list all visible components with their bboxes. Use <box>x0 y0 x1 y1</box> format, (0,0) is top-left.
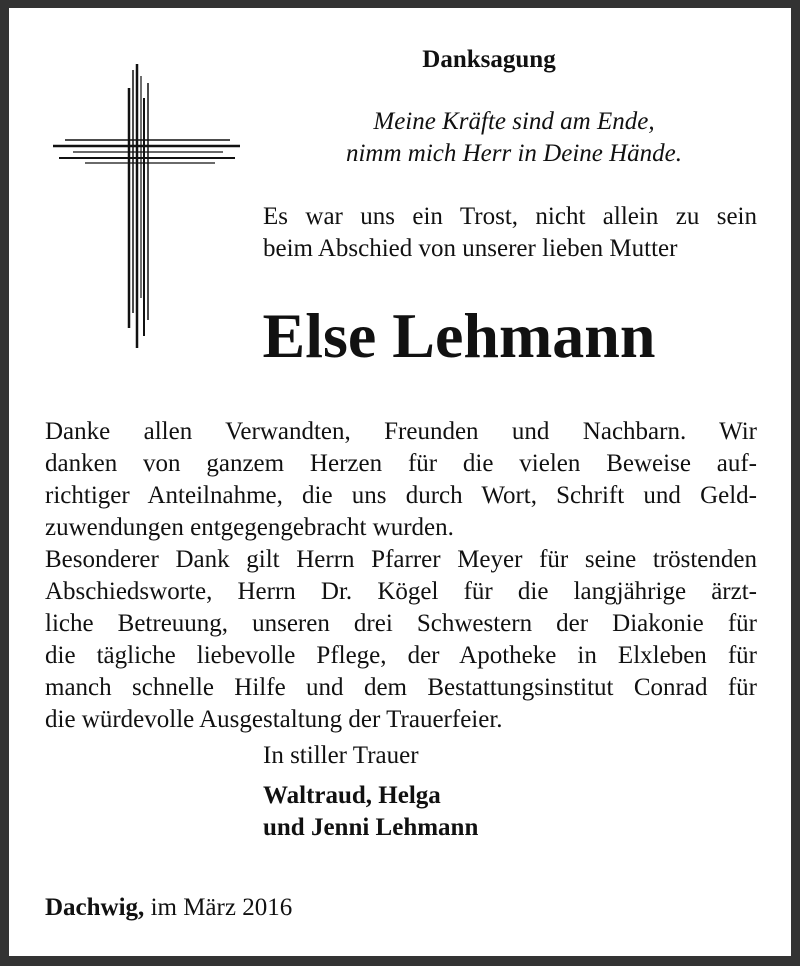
thanks-line: Besonderer Dank gilt Herrn Pfarrer Meyer für seine tröstenden <box>45 546 757 573</box>
thanks-line: die würdevolle Ausgestaltung der Trauerfeier. <box>45 706 503 733</box>
thanks-line: Abschiedsworte, Herrn Dr. Kögel für die langjährige ärzt- <box>45 578 757 605</box>
signer-line: und Jenni Lehmann <box>263 814 479 841</box>
intro-line: Es war uns ein Trost, nicht allein zu sein <box>263 203 757 230</box>
place-date <box>45 892 292 924</box>
deceased-name: Else Lehmann <box>262 300 656 371</box>
intro-text <box>263 201 757 265</box>
notice-heading: Danksagung <box>422 46 556 73</box>
thanks-line: richtiger Anteilnahme, die uns durch Wort, Schrift und Geld- <box>45 482 757 509</box>
intro-line: beim Abschied von unserer lieben Mutter <box>263 235 678 262</box>
verse-line: Meine Kräfte sind am Ende, <box>373 108 655 135</box>
thanks-line: manch schnelle Hilfe und dem Bestattungsinstitut Conrad für <box>45 674 757 701</box>
place: Dachwig, <box>45 894 145 921</box>
signature-block <box>263 740 663 844</box>
thanks-text <box>45 416 757 736</box>
thanks-line: die tägliche liebevolle Pflege, der Apotheke in Elxleben für <box>45 642 757 669</box>
thanks-line: zuwendungen entgegengebracht wurden. <box>45 514 454 541</box>
date: im März 2016 <box>150 894 293 921</box>
obituary-notice <box>9 8 791 956</box>
thanks-line: Danke allen Verwandten, Freunden und Nachbarn. Wir <box>45 418 757 445</box>
thanks-line: liche Betreuung, unseren drei Schwestern der Diakonie für <box>45 610 757 637</box>
signers <box>263 780 663 844</box>
verse-line: nimm mich Herr in Deine Hände. <box>345 140 683 167</box>
signer-line: Waltraud, Helga <box>263 782 441 809</box>
thanks-line: danken von ganzem Herzen für die vielen Beweise auf- <box>45 450 757 477</box>
mourning-phrase: In stiller Trauer <box>263 742 419 769</box>
verse <box>289 106 739 170</box>
